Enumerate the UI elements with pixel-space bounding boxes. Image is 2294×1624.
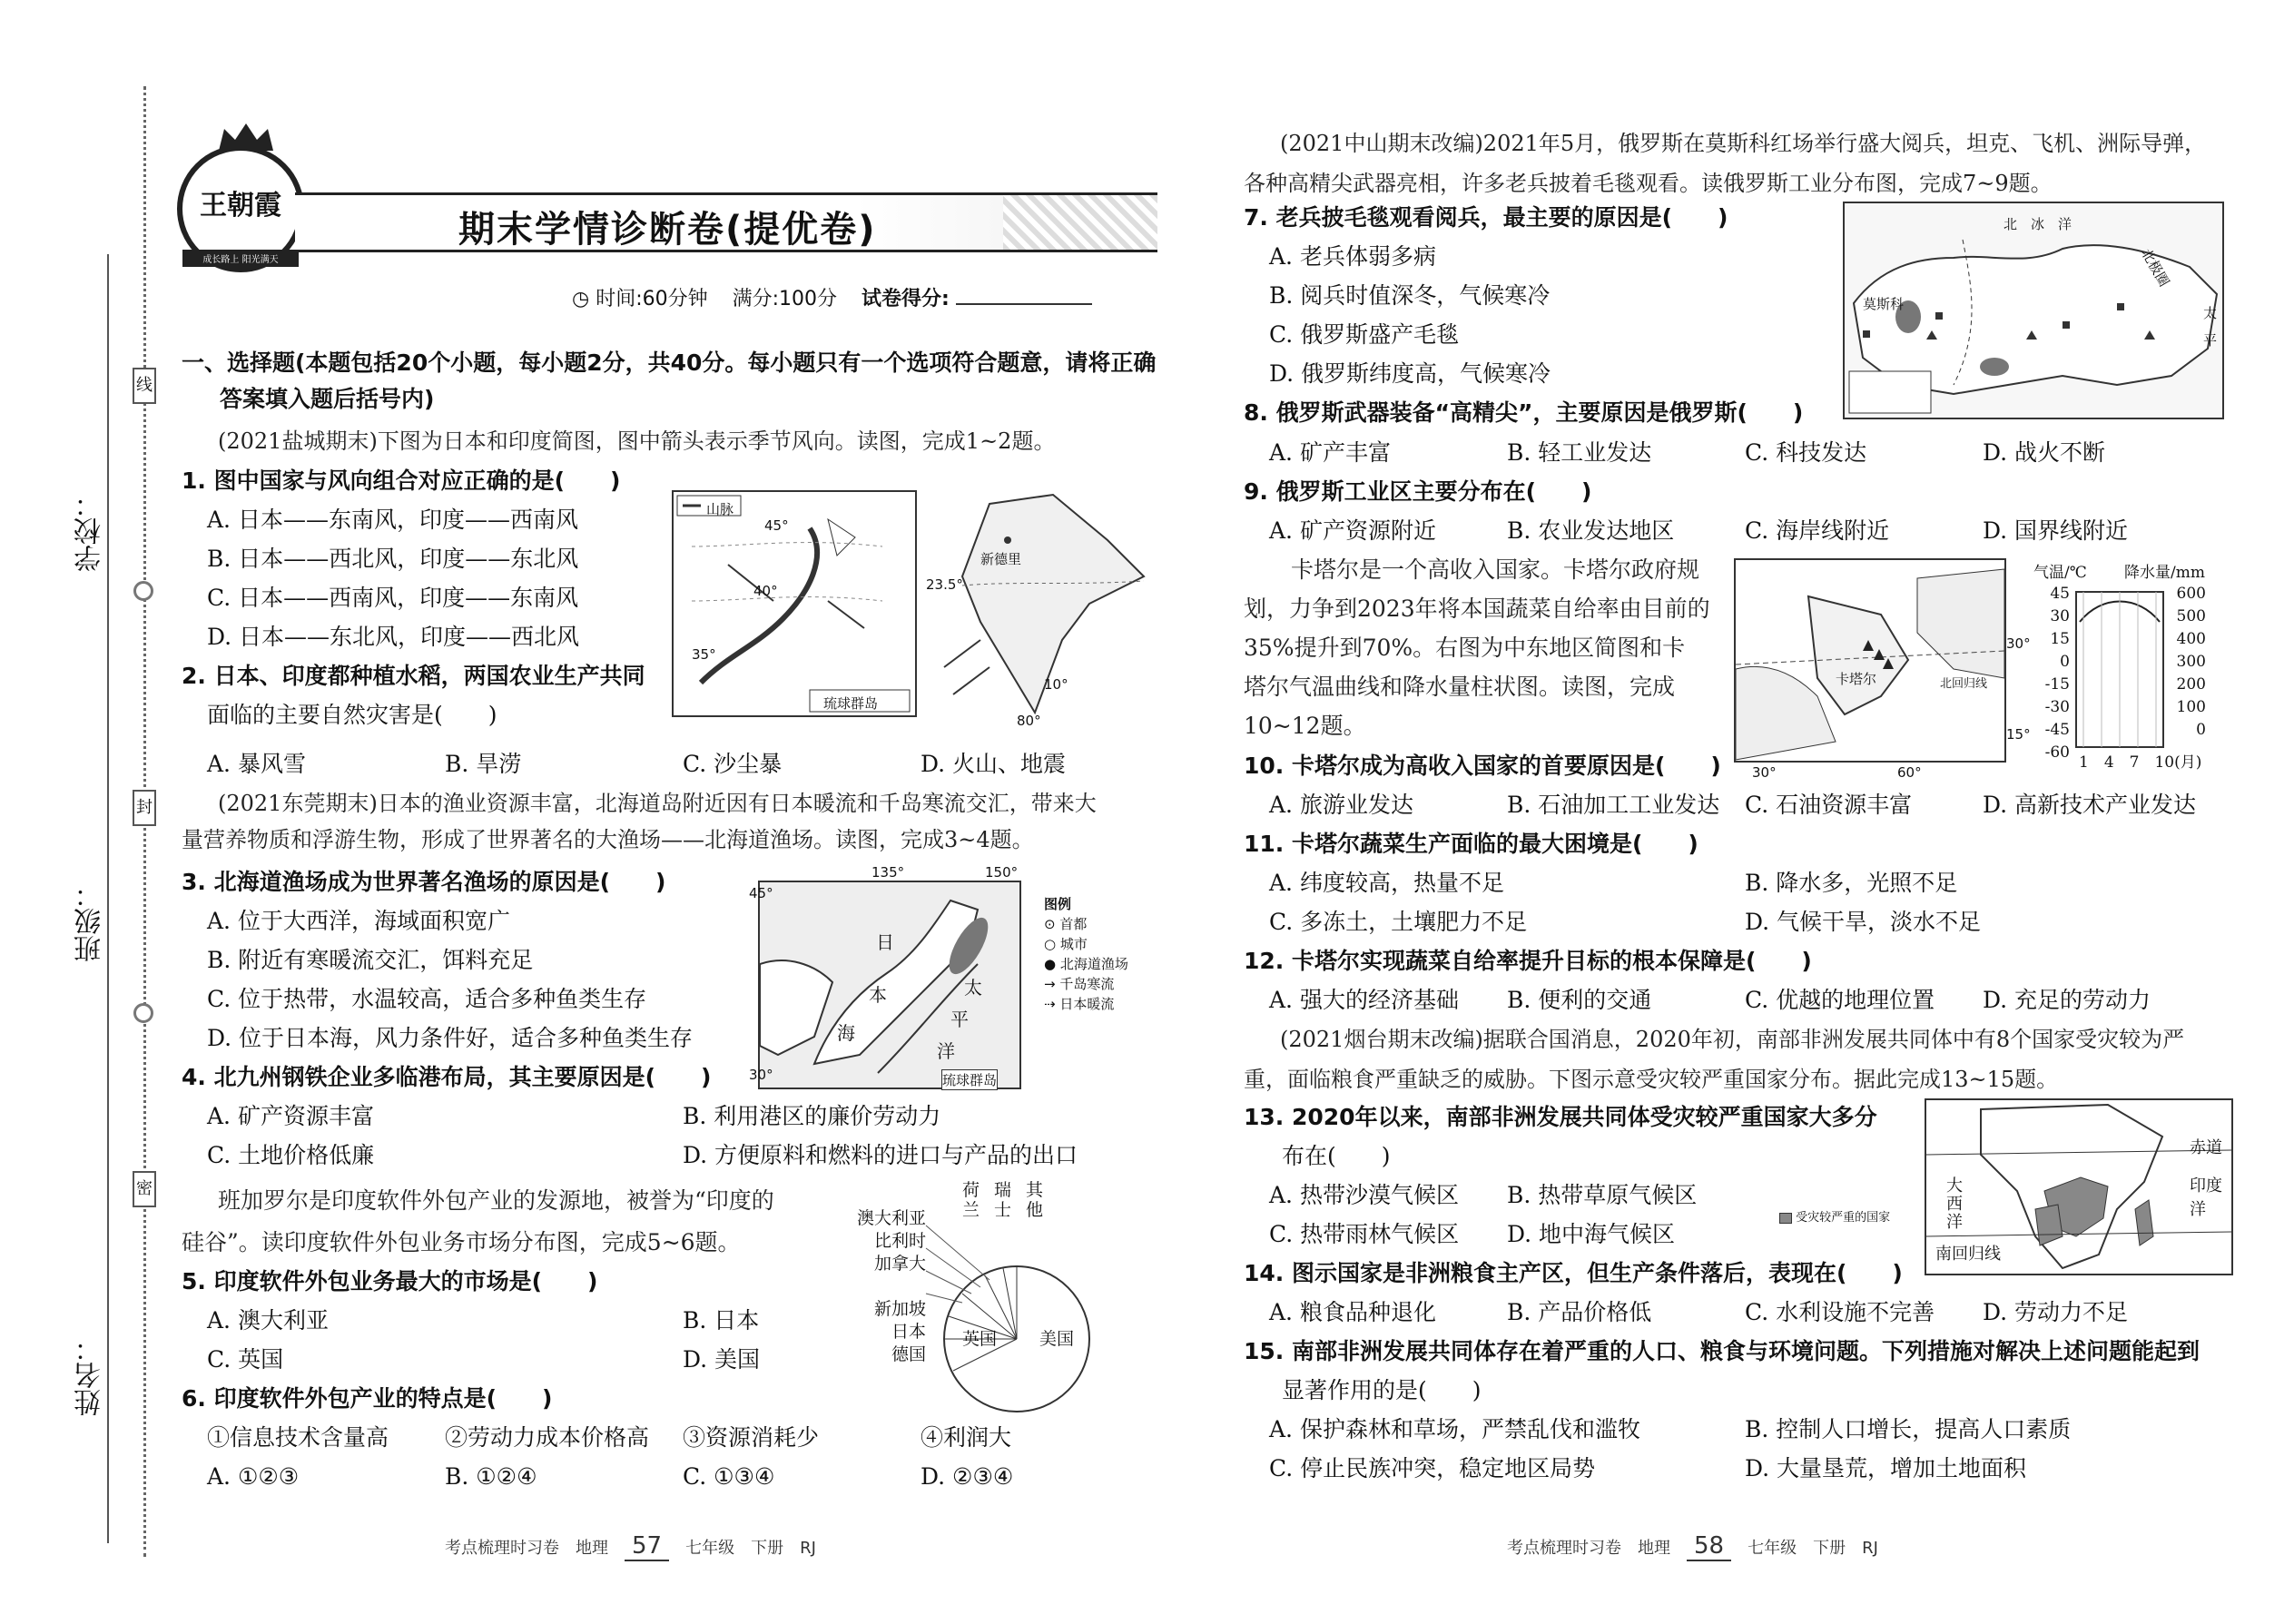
question-12: 12. 卡塔尔实现蔬菜自给率提升目标的根本保障是( ): [1244, 948, 1812, 974]
seal-mark: 封: [133, 790, 156, 826]
question-1: 1. 图中国家与风向组合对应正确的是( ) A. 日本——东南风，印度——西南风 B. 日本——西北风，印度——东北风 C. 日本——西南风，印度——东南风 D. 日本——东北风，印度——西北风 2. 日本、印度都种植水稻，两国农业生产共同 面临的主要自然灾害是( ): [182, 461, 654, 734]
q5-option-c[interactable]: C. 英国: [207, 1346, 284, 1373]
q8-option-b[interactable]: B. 轻工业发达: [1507, 439, 1652, 466]
q6-option-d[interactable]: D. ②③④: [921, 1463, 1014, 1490]
mi-mark: 密: [133, 1171, 156, 1207]
binding-hole-icon: [133, 1003, 153, 1023]
line-mark: 线: [133, 368, 156, 404]
q12-option-c[interactable]: C. 优越的地理位置: [1745, 987, 1935, 1013]
q12-option-d[interactable]: D. 充足的劳动力: [1983, 987, 2151, 1013]
clock-icon: ◷: [572, 288, 590, 310]
q6-items: ①信息技术含量高 ②劳动力成本价格高 ③资源消耗少 ④利润大: [207, 1424, 1012, 1451]
q9-option-d[interactable]: D. 国界线附近: [1983, 517, 2129, 544]
q15-option-a[interactable]: A. 保护森林和草场，严禁乱伐和滥牧: [1269, 1416, 1640, 1442]
q13-option-b[interactable]: B. 热带草原气候区: [1507, 1182, 1698, 1208]
q15-option-b[interactable]: B. 控制人口增长，提高人口素质: [1745, 1416, 2072, 1442]
q7-option-c[interactable]: C. 俄罗斯盛产毛毯: [1269, 321, 1460, 348]
q2-option-c[interactable]: C. 沙尘暴: [683, 751, 783, 777]
score-blank[interactable]: [956, 303, 1092, 305]
map1-legend: 山脉: [706, 501, 734, 517]
q2-options: [207, 744, 1169, 783]
q14-option-a[interactable]: A. 粮食品种退化: [1269, 1299, 1436, 1325]
russia-industry-map: 北 冰 洋 北极圈 莫斯科 太 平: [1843, 202, 2224, 419]
q11-option-d[interactable]: D. 气候干旱，淡水不足: [1745, 909, 1982, 935]
footer-left: 考点梳理时习卷 地理 57 七年级 下册 RJ: [445, 1532, 816, 1560]
q6-option-b[interactable]: B. ①②④: [445, 1463, 537, 1490]
question-7: 7. 老兵披毛毯观看阅兵，最主要的原因是( ) A. 老兵体弱多病 B. 阅兵时值深冬，气候寒冷 C. 俄罗斯盛产毛毯 D. 俄罗斯纬度高，气候寒冷 8. 俄罗斯武器装备“高精尖”，主要原因是俄罗斯( ): [1244, 198, 1834, 432]
question-14: 14. 图示国家是非洲粮食主产区，但生产条件落后，表现在( ): [1244, 1260, 1903, 1286]
fishery-map-legend: 图例 ⊙ 首都 ○ 城市 ● 北海道渔场 → 千岛寒流 ⇢ 日本暖流: [1044, 896, 1128, 1012]
question-10: 10. 卡塔尔成为高收入国家的首要原因是( ): [1244, 753, 1721, 779]
africa-affected-map: 大 西 洋 赤道 印度洋 南回归线: [1925, 1098, 2233, 1275]
intro-q5-6: 班加罗尔是印度软件外包产业的发源地，被誉为“印度的 硅谷”。读印度软件外包业务市场分布图，完成5~6题。: [182, 1187, 774, 1255]
q10-options: [1269, 785, 2231, 824]
q9-option-b[interactable]: B. 农业发达地区: [1507, 517, 1675, 544]
q14-options: [1269, 1293, 2231, 1332]
logo-badge: [177, 145, 304, 272]
q12-option-a[interactable]: A. 强大的经济基础: [1269, 987, 1459, 1013]
middle-east-map: 卡塔尔 北回归线: [1734, 558, 2006, 763]
q15-option-d[interactable]: D. 大量垦荒，增加土地面积: [1745, 1455, 2027, 1481]
question-3: 3. 北海道渔场成为世界著名渔场的原因是( ) A. 位于大西洋，海域面积宽广 B. 附近有寒暖流交汇，饵料充足 C. 位于热带，水温较高，适合多种鱼类生存 D. 位于日本海，风力条件好，适合多种鱼类生存 4. 北九州钢铁企业多临港布局，其主要原因是( ): [182, 862, 763, 1097]
q5-option-b[interactable]: B. 日本: [683, 1307, 760, 1334]
q13-option-a[interactable]: A. 热带沙漠气候区: [1269, 1182, 1459, 1208]
q1-option-b[interactable]: B. 日本——西北风，印度——东北风: [207, 546, 579, 572]
binding-margin: [0, 0, 182, 1624]
q14-option-d[interactable]: D. 劳动力不足: [1983, 1299, 2129, 1325]
class-label: 班级：: [74, 881, 106, 962]
exam-full-score: 满分:100分: [732, 288, 838, 310]
footer-right: 考点梳理时习卷 地理 58 七年级 下册 RJ: [1507, 1532, 1878, 1560]
q3-option-c[interactable]: C. 位于热带，水温较高，适合多种鱼类生存: [207, 986, 647, 1012]
q10-option-b[interactable]: B. 石油加工工业发达: [1507, 792, 1720, 818]
q4-options: [207, 1097, 1169, 1175]
question-5: 5. 印度软件外包业务最大的市场是( ): [182, 1268, 598, 1294]
q5-options: [207, 1301, 770, 1379]
q12-option-b[interactable]: B. 便利的交通: [1507, 987, 1652, 1013]
intro-q10-12: 卡塔尔是一个高收入国家。卡塔尔政府规 划，力争到2023年将本国蔬菜自给率由目前的 35%提升到70%。右图为中东地区简图和卡 塔尔气温曲线和降水量柱状图。读图，完成 10~12题。: [1244, 556, 1710, 739]
q11-options: [1269, 863, 2231, 941]
q10-option-c[interactable]: C. 石油资源丰富: [1745, 792, 1913, 818]
q9-option-a[interactable]: A. 矿产资源附近: [1269, 517, 1436, 544]
q13-option-c[interactable]: C. 热带雨林气候区: [1269, 1221, 1460, 1247]
binding-hole-icon: [133, 581, 153, 601]
q11-option-a[interactable]: A. 纬度较高，热量不足: [1269, 870, 1504, 896]
q9-options: [1269, 511, 2231, 550]
exam-time: 时间:60分钟: [596, 288, 708, 310]
title-banner: [295, 192, 1157, 252]
logo-text: 王朝霞: [200, 190, 281, 221]
crown-icon: [219, 123, 273, 151]
q4-option-c[interactable]: C. 土地价格低廉: [207, 1142, 375, 1168]
q15-option-c[interactable]: C. 停止民族冲突，稳定地区局势: [1269, 1455, 1596, 1481]
q14-option-c[interactable]: C. 水利设施不完善: [1745, 1299, 1935, 1325]
q3-option-d[interactable]: D. 位于日本海，风力条件好，适合多种鱼类生存: [207, 1025, 694, 1051]
section-heading: 一、选择题(本题包括20个小题，每小题2分，共40分。每小题只有一个选项符合题意，请将正确 答案填入题后括号内): [182, 349, 1157, 412]
japan-wind-map: 山脉 45° 40° 35° 琉球群岛: [672, 490, 917, 717]
q7-option-d[interactable]: D. 俄罗斯纬度高，气候寒冷: [1269, 360, 1551, 387]
question-11: 11. 卡塔尔蔬菜生产面临的最大困境是( ): [1244, 831, 1698, 857]
q5-option-a[interactable]: A. 澳大利亚: [207, 1307, 329, 1334]
africa-legend: 受灾较严重的国家: [1779, 1207, 1890, 1225]
q4-option-d[interactable]: D. 方便原料和燃料的进口与产品的出口: [683, 1142, 1078, 1168]
india-wind-map: 新德里 23.5° 10° 80°: [926, 486, 1162, 731]
q12-options: [1269, 980, 2231, 1019]
q8-option-d[interactable]: D. 战火不断: [1983, 439, 2106, 466]
q1-option-a[interactable]: A. 日本——东南风，印度——西南风: [207, 507, 578, 533]
q7-option-a[interactable]: A. 老兵体弱多病: [1269, 243, 1436, 270]
intro-q3-4: (2021东莞期末)日本的渔业资源丰富，北海道岛附近因有日本暖流和千岛寒流交汇，带来大 量营养物质和浮游生物，形成了世界著名的大渔场——北海道渔场。读图，完成3~4题。: [182, 791, 1097, 852]
question-6: 6. 印度软件外包产业的特点是( ): [182, 1385, 553, 1412]
q2-option-a[interactable]: A. 暴风雪: [207, 751, 306, 777]
question-15: 15. 南部非洲发展共同体存在着严重的人口、粮食与环境问题。下列措施对解决上述问题能起到 显著作用的是( ): [1244, 1338, 2200, 1403]
exam-score-label: 试卷得分:: [861, 288, 950, 310]
q1-option-d[interactable]: D. 日本——东北风，印度——西北风: [207, 624, 580, 650]
question-9: 9. 俄罗斯工业区主要分布在( ): [1244, 478, 1592, 505]
q7-option-b[interactable]: B. 阅兵时值深冬，气候寒冷: [1269, 282, 1551, 309]
q15-options: [1269, 1410, 2231, 1488]
q8-options: [1269, 433, 2231, 472]
q6-option-a[interactable]: A. ①②③: [207, 1463, 300, 1490]
logo-tagline: 成长路上 阳光满天: [182, 250, 299, 267]
intro-q1-2: (2021盐城期末)下图为日本和印度简图，图中箭头表示季节风向。读图，完成1~2题。: [218, 428, 1056, 454]
q5-option-d[interactable]: D. 美国: [683, 1346, 761, 1373]
hokkaido-fishery-map: 日 本 海 太 平 洋 琉球群岛: [758, 881, 1021, 1089]
q9-option-c[interactable]: C. 海岸线附近: [1745, 517, 1890, 544]
q11-option-c[interactable]: C. 多冻土，土壤肥力不足: [1269, 909, 1528, 935]
q4-option-b[interactable]: B. 利用港区的廉价劳动力: [683, 1103, 941, 1129]
q2-option-b[interactable]: B. 旱涝: [445, 751, 522, 777]
qatar-climate-chart: 气温/℃ 降水量/mm 45 30 15 0 -15 -30 -45 -60 600 500 400 300 200 100 0 1 4 7 10(月): [2033, 564, 2206, 772]
q2-option-d[interactable]: D. 火山、地震: [921, 751, 1067, 777]
q10-option-a[interactable]: A. 旅游业发达: [1269, 792, 1413, 818]
q6-option-c[interactable]: C. ①③④: [683, 1463, 775, 1490]
school-label: 学校：: [74, 490, 106, 572]
q4-option-a[interactable]: A. 矿产资源丰富: [207, 1103, 374, 1129]
name-label: 姓名：: [74, 1334, 106, 1416]
q13-option-d[interactable]: D. 地中海气候区: [1507, 1221, 1676, 1247]
q13-options: [1269, 1176, 1832, 1254]
page-title: 期末学情诊断卷(提优卷): [458, 209, 877, 251]
q3-option-a[interactable]: A. 位于大西洋，海域面积宽广: [207, 908, 510, 934]
question-13: 13. 2020年以来，南部非洲发展共同体受灾较严重国家大多分 布在( ): [1244, 1104, 1877, 1169]
q8-option-a[interactable]: A. 矿产丰富: [1269, 439, 1391, 466]
q1-option-c[interactable]: C. 日本——西南风，印度——东南风: [207, 585, 579, 611]
intro-q13-15: (2021烟台期末改编)据联合国消息，2020年初，南部非洲发展共同体中有8个国家受灾较为严 重，面临粮食严重缺乏的威胁。下图示意受灾较严重国家分布。据此完成13~15题。: [1244, 1027, 2185, 1092]
q11-option-b[interactable]: B. 降水多，光照不足: [1745, 870, 1958, 896]
q6-options: [207, 1457, 1169, 1496]
q8-option-c[interactable]: C. 科技发达: [1745, 439, 1867, 466]
page-number: 57: [625, 1532, 669, 1561]
software-market-pie: 澳大利亚 比利时 加拿大 新加坡 日本 德国 荷兰 瑞士 其他 英国 美国: [835, 1189, 1144, 1416]
q14-option-b[interactable]: B. 产品价格低: [1507, 1299, 1652, 1325]
page-number: 58: [1687, 1532, 1731, 1561]
q10-option-d[interactable]: D. 高新技术产业发达: [1983, 792, 2197, 818]
q3-option-b[interactable]: B. 附近有寒暖流交汇，饵料充足: [207, 947, 534, 973]
intro-q7-9: (2021中山期末改编)2021年5月，俄罗斯在莫斯科红场举行盛大阅兵，坦克、飞机、洲际导弹， 各种高精尖武器亮相，许多老兵披着毛毯观看。读俄罗斯工业分布图，完成7~9题。: [1244, 131, 2207, 196]
exam-info: [572, 281, 1092, 318]
